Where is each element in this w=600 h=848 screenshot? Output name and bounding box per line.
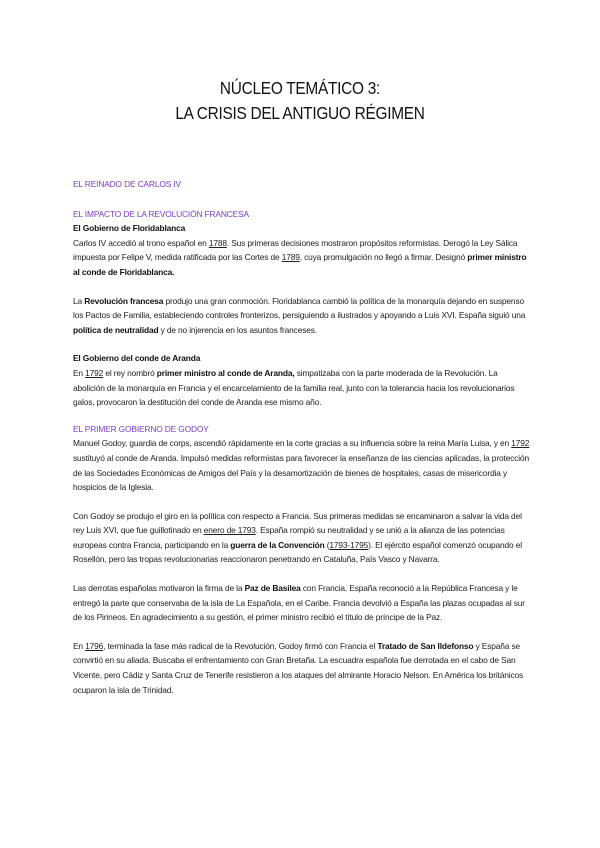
paragraph: En 1796, terminada la fase más radical de la Revolución, Godoy firmó con Francia el Tratado de San Ildefonso y España se convirtió en su aliada. Buscaba el enfrentamiento con Gran Bretaña. La escuadra española fue derrotada en el cabo de San Vicente, pero Cádiz y Santa Cruz de Tenerife resistieron a los ataques del almirante Horacio Nelson. En América los británicos ocuparon la isla de Trinidad. — [73, 640, 524, 695]
paragraph: Manuel Godoy, guardia de corps, ascendió rápidamente en la corte gracias a su influencia sobre la reina María Luisa, y en 1792 sustituyó al conde de Aranda. Impulsó medidas reformistas para favorecer la enseñanza de las ciencias aplicadas, la protección de las Sociedades Económicas de Amigos del País y la desamortización de bienes de hospitales, casas de misericordia y hospicios de la Iglesia. — [73, 438, 530, 493]
paragraph: Carlos IV accedió al trono español en 1788. Sus primeras decisiones mostraron propósitos reformistas. Derogó la Ley Sálica impuesta por Felipe V, medida ratificada por las Cortes de 1789, cuya promulgación no llegó a firmar. Designó primer ministro al conde de Floridablanca. — [73, 237, 527, 277]
paragraph: Con Godoy se produjo el giro en la política con respecto a Francia. Sus primeras medidas se encaminaron a salvar la vida del rey Luis XVI, que fue guillotinado en enero de 1793. España rompió su neutralidad y se unió a la alianza de las potencias europeas contra Francia, participando en la guerra de la Convención (1793-1795). El ejército español comenzó ocupando el Rosellón, pero las tropas revolucionarias reaccionaron penetrando en Cataluña, País Vasco y Navarra. — [73, 510, 522, 565]
document-body — [73, 177, 531, 697]
paragraph: Las derrotas españolas motivaron la firma de la Paz de Basilea con Francia. España reconoció a la República Francesa y le entregó la parte que conservaba de la isla de La Española, en el Caribe. Francia devolvió a España las plazas ocupadas al sur de los Pirineos. En agradecimiento a su gestión, el primer ministro recibió el título de príncipe de la Paz. — [73, 583, 525, 623]
section-heading-revolucion: EL IMPACTO DE LA REVOLUCIÓN FRANCESA — [73, 208, 249, 219]
subheading-floridablanca: El Gobierno de Floridablanca — [73, 223, 186, 234]
paragraph: La Revolución francesa produjo una gran conmoción. Floridablanca cambió la política de la monarquía dejando en suspenso los Pactos de Familia, estableciendo controles fronterizos, persiguiendo a ilustrados y apoyando a Luis XVI. España siguió una política de neutralidad y de no injerencia en los asuntos franceses. — [73, 295, 526, 335]
section-heading-godoy: EL PRIMER GOBIERNO DE GODOY — [73, 423, 209, 434]
title-line-2: LA CRISIS DEL ANTIGUO RÉGIMEN — [175, 103, 425, 123]
subheading-aranda: El Gobierno del conde de Aranda — [73, 353, 201, 364]
title-line-1: NÚCLEO TEMÁTICO 3: — [219, 78, 381, 98]
paragraph: En 1792 el rey nombró primer ministro al conde de Aranda, simpatizaba con la parte moderada de la Revolución. La abolición de la monarquía en Francia y el encarcelamiento de la familia real, junto con la tolerancia hacia los revolucionarios galos, provocaron la destitución del conde de Aranda ese mismo año. — [73, 367, 515, 408]
section-heading-carlos-iv: EL REINADO DE CARLOS IV — [73, 179, 181, 189]
page-title — [36, 76, 564, 126]
